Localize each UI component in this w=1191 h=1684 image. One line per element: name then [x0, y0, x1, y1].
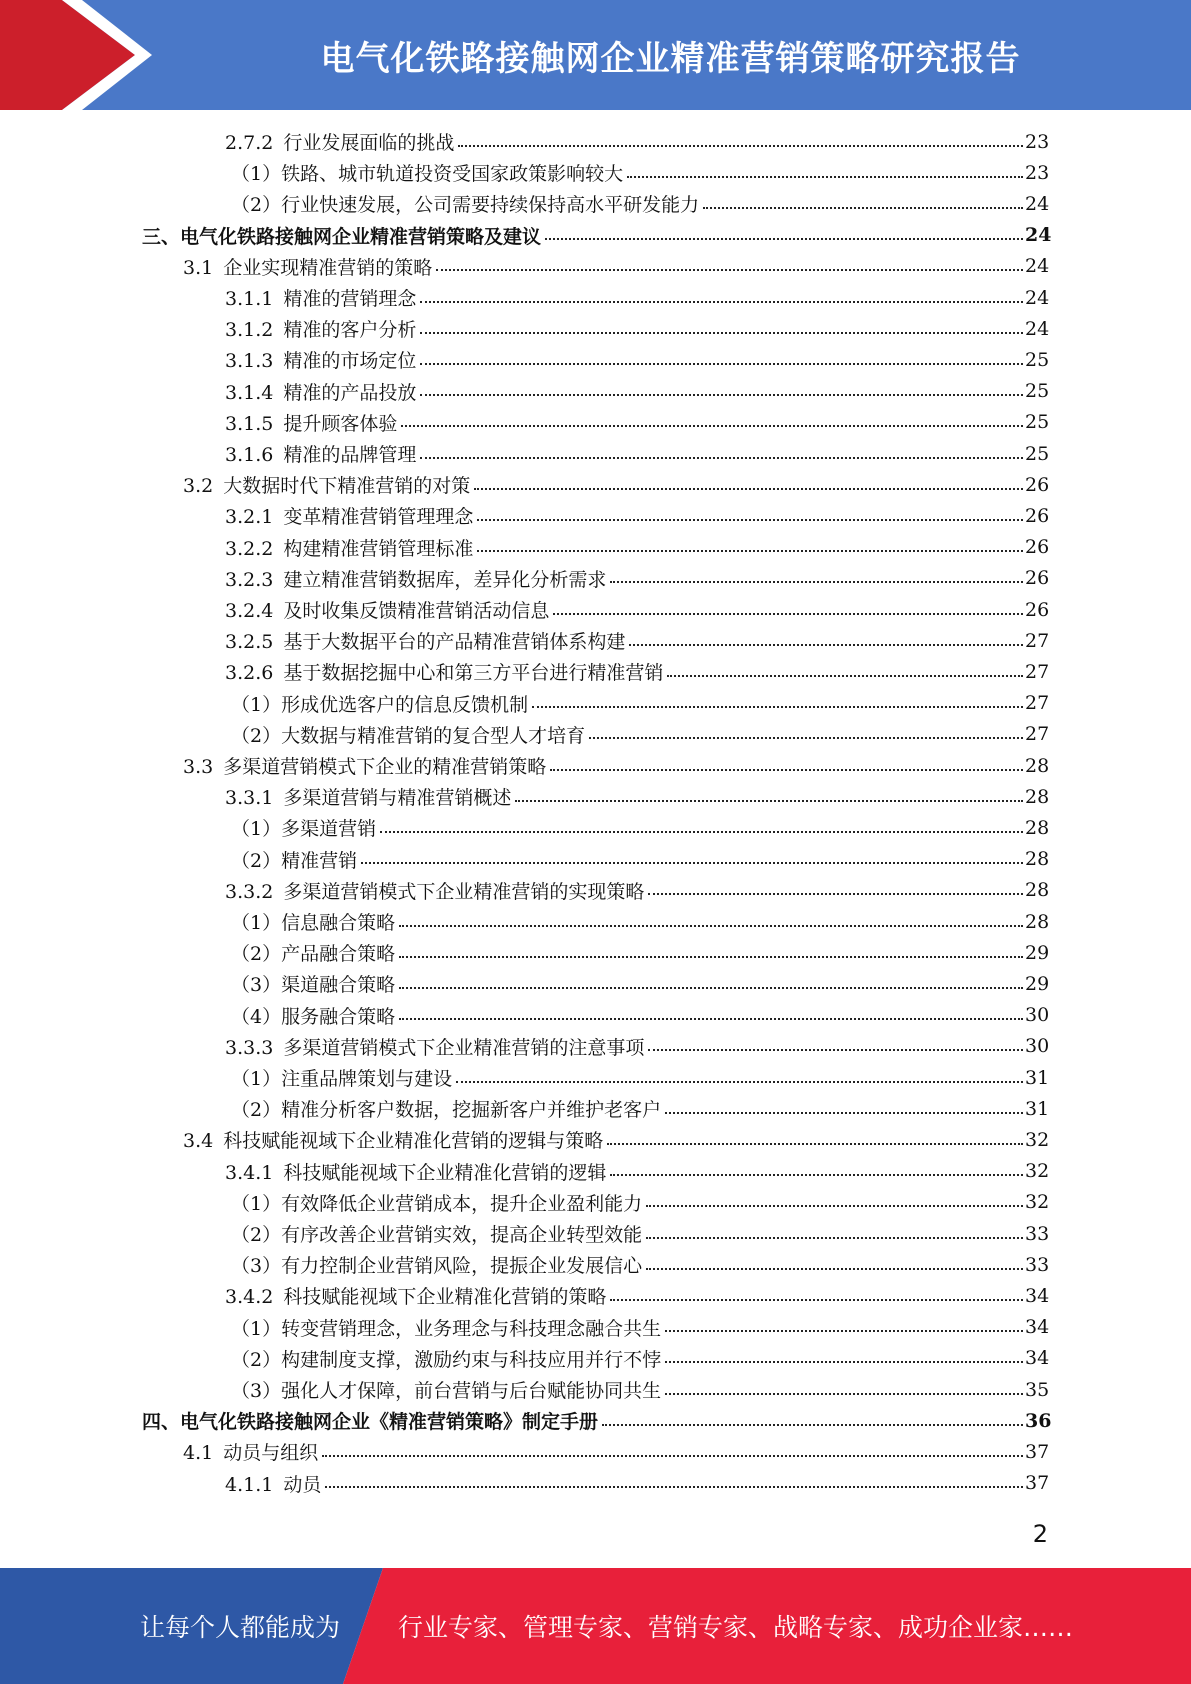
toc-entry-page: 24 [1025, 286, 1050, 309]
toc-entry[interactable] [0, 1218, 1191, 1249]
toc-entry-label [225, 596, 549, 623]
toc-entry-page: 37 [1025, 1472, 1050, 1495]
toc-entry-text: 电气化铁路接触网企业精准营销策略及建议 [180, 225, 542, 248]
toc-entry-page: 27 [1025, 660, 1050, 683]
toc-entry-page: 28 [1025, 848, 1050, 871]
toc-entry-number: （2） [231, 194, 282, 217]
toc-entry[interactable] [0, 812, 1191, 843]
toc-entry-text: 电气化铁路接触网企业《精准营销策略》制定手册 [180, 1411, 599, 1434]
toc-leader-dots [607, 1143, 1023, 1145]
toc-leader-dots [399, 1018, 1023, 1020]
toc-entry-page: 24 [1025, 255, 1050, 278]
toc-entry[interactable] [0, 1312, 1191, 1343]
toc-entry-number: 4.1 [183, 1442, 214, 1465]
toc-entry-number: 3.1.3 [225, 350, 274, 373]
toc-entry[interactable] [0, 313, 1191, 344]
toc-leader-dots [646, 1205, 1023, 1207]
toc-leader-dots [665, 1330, 1023, 1332]
toc-leader-dots [545, 238, 1023, 240]
toc-entry-text: 构建精准营销管理标准 [283, 537, 474, 560]
toc-entry[interactable] [0, 625, 1191, 656]
toc-entry-page: 31 [1025, 1097, 1050, 1120]
toc-entry-page: 31 [1025, 1066, 1050, 1089]
toc-entry-label [231, 1064, 452, 1091]
toc-leader-dots [648, 893, 1023, 895]
toc-entry-page: 24 [1025, 192, 1050, 215]
toc-entry-number: 3.3.2 [225, 880, 274, 903]
toc-entry-number: 3.2.4 [225, 600, 274, 622]
toc-entry-text: 精准的客户分析 [283, 319, 417, 342]
toc-entry-page: 29 [1025, 941, 1050, 964]
toc-entry-number: 3.2.6 [225, 662, 274, 685]
toc-entry-label [183, 471, 470, 498]
toc-entry-page: 26 [1025, 536, 1050, 559]
toc-leader-dots [458, 145, 1023, 147]
toc-leader-dots [456, 1081, 1023, 1083]
toc-entry-page: 27 [1025, 629, 1050, 652]
toc-entry[interactable] [0, 1000, 1191, 1031]
toc-entry-text: 强化人才保障，前台营销与后台赋能协同共生 [281, 1380, 662, 1402]
toc-entry-label [183, 752, 546, 779]
toc-entry[interactable] [0, 500, 1191, 531]
toc-leader-dots [399, 987, 1023, 989]
toc-leader-dots [420, 332, 1023, 334]
toc-entry-label [231, 1189, 642, 1216]
toc-entry-page: 28 [1025, 879, 1050, 902]
toc-entry-number: （4） [231, 1005, 282, 1028]
report-title: 电气化铁路接触网企业精准营销策略研究报告 [320, 38, 1021, 79]
toc-entry-text: 注重品牌策划与建设 [281, 1068, 453, 1090]
toc-entry-number: （1） [231, 818, 282, 841]
chevron-logo-icon [0, 0, 160, 110]
toc-entry-text: 大数据时代下精准营销的对策 [223, 475, 471, 498]
toc-leader-dots [380, 831, 1023, 833]
toc-entry-text: 渠道融合策略 [281, 974, 396, 997]
toc-entry-label [225, 128, 454, 155]
toc-entry[interactable] [0, 344, 1191, 375]
toc-entry-text: 精准营销 [281, 849, 358, 872]
toc-entry-page: 26 [1025, 473, 1050, 496]
toc-entry-text: 科技赋能视域下企业精准化营销的策略 [283, 1286, 607, 1309]
toc-entry-label [231, 846, 357, 873]
toc-entry-label [225, 315, 416, 342]
toc-entry-label [225, 534, 473, 561]
toc-entry-label [183, 1126, 603, 1153]
toc-entry[interactable] [0, 875, 1191, 906]
toc-entry-page: 30 [1025, 1004, 1050, 1027]
toc-entry-number: 3.2.1 [225, 506, 274, 529]
toc-entry[interactable] [0, 407, 1191, 438]
toc-entry-number: （3） [231, 1255, 282, 1278]
toc-entry-label [231, 970, 395, 997]
toc-entry-text: 多渠道营销模式下企业的精准营销策略 [223, 756, 547, 778]
toc-leader-dots [420, 394, 1023, 396]
toc-entry-label [225, 783, 511, 810]
toc-entry-label [225, 565, 606, 592]
toc-leader-dots [646, 1237, 1023, 1239]
toc-entry[interactable] [0, 781, 1191, 812]
toc-entry-number: 4.1.1 [225, 1473, 274, 1496]
toc-entry-text: 有力控制企业营销风险，提振企业发展信心 [281, 1255, 643, 1278]
toc-entry[interactable] [0, 126, 1191, 157]
toc-entry[interactable] [0, 188, 1191, 219]
toc-entry-page: 30 [1025, 1035, 1050, 1058]
toc-entry-number: （2） [231, 724, 282, 747]
toc-entry-page: 24 [1025, 224, 1052, 247]
toc-entry[interactable] [0, 688, 1191, 719]
toc-entry-label [225, 346, 416, 373]
toc-entry-number: 3.1.4 [225, 381, 274, 404]
toc-entry-label [231, 1095, 661, 1122]
toc-entry-number: 3.3.3 [225, 1036, 274, 1059]
toc-entry[interactable] [0, 1062, 1191, 1093]
toc-entry-number: （1） [231, 1068, 282, 1090]
toc-entry-label [225, 378, 416, 405]
toc-entry-page: 35 [1025, 1378, 1050, 1401]
toc-entry-text: 提升顾客体验 [283, 412, 398, 435]
toc-entry-page: 32 [1025, 1160, 1050, 1183]
toc-entry-text: 变革精准营销管理理念 [283, 506, 474, 529]
toc-leader-dots [665, 1112, 1023, 1114]
toc-entry[interactable] [0, 844, 1191, 875]
toc-entry-page: 25 [1025, 442, 1050, 465]
toc-entry-text: 精准分析客户数据，挖掘新客户并维护老客户 [281, 1099, 662, 1122]
toc-entry-number: （1） [231, 912, 282, 934]
toc-leader-dots [610, 581, 1023, 583]
toc-entry-text: 动员 [283, 1473, 322, 1496]
toc-entry-page: 37 [1025, 1440, 1050, 1463]
toc-entry[interactable] [0, 719, 1191, 750]
toc-entry-page: 33 [1025, 1253, 1050, 1276]
footer-banner [0, 1568, 1191, 1684]
toc-entry-number: （2） [231, 943, 282, 966]
toc-leader-dots [401, 425, 1023, 427]
toc-entry-label [225, 1470, 321, 1497]
toc-entry[interactable] [0, 906, 1191, 937]
toc-entry-text: 企业实现精准营销的策略 [223, 256, 433, 279]
toc-entry-label [225, 877, 644, 904]
toc-entry-text: 多渠道营销模式下企业精准营销的实现策略 [283, 880, 645, 903]
toc-entry-number: （2） [231, 1348, 282, 1371]
toc-entry[interactable] [0, 1187, 1191, 1218]
toc-entry-number: 3.1.1 [225, 288, 274, 310]
toc-entry[interactable] [0, 1280, 1191, 1311]
toc-entry-label [225, 409, 397, 436]
toc-entry-text: 有序改善企业营销实效，提高企业转型效能 [281, 1224, 643, 1246]
toc-leader-dots [553, 613, 1023, 615]
toc-entry-text: 铁路、城市轨道投资受国家政策影响较大 [281, 163, 624, 186]
toc-entry-text: 有效降低企业营销成本，提升企业盈利能力 [281, 1192, 643, 1215]
toc-entry-text: 信息融合策略 [281, 912, 396, 934]
toc-entry-label [231, 814, 376, 841]
toc-entry[interactable] [0, 656, 1191, 687]
toc-entry[interactable] [0, 1436, 1191, 1467]
toc-entry-page: 24 [1025, 317, 1050, 340]
toc-leader-dots [532, 706, 1023, 708]
toc-entry-page: 28 [1025, 754, 1050, 777]
toc-entry-text: 精准的营销理念 [283, 288, 417, 310]
toc-leader-dots [477, 519, 1023, 521]
toc-entry-page: 27 [1025, 692, 1050, 715]
toc-entry-text: 产品融合策略 [281, 943, 396, 966]
toc-entry[interactable] [0, 220, 1191, 251]
toc-entry-number: （1） [231, 163, 282, 186]
toc-entry[interactable] [0, 968, 1191, 999]
toc-leader-dots [474, 488, 1023, 490]
toc-entry-number: （1） [231, 1192, 282, 1215]
toc-entry[interactable] [0, 1249, 1191, 1280]
toc-entry-text: 及时收集反馈精准营销活动信息 [283, 600, 550, 622]
toc-entry-label [231, 1376, 661, 1403]
toc-entry[interactable] [0, 532, 1191, 563]
toc-leader-dots [420, 457, 1023, 459]
toc-entry[interactable] [0, 376, 1191, 407]
toc-entry-label [231, 908, 395, 935]
toc-entry-label [225, 658, 663, 685]
toc-entry[interactable] [0, 563, 1191, 594]
toc-entry-number: （2） [231, 849, 282, 872]
toc-entry[interactable] [0, 1343, 1191, 1374]
toc-entry[interactable] [0, 157, 1191, 188]
toc-leader-dots [420, 363, 1023, 365]
toc-leader-dots [550, 769, 1023, 771]
toc-entry-label [231, 1314, 661, 1341]
toc-entry-text: 基于数据挖掘中心和第三方平台进行精准营销 [283, 662, 664, 685]
toc-entry-number: 3.4.1 [225, 1161, 274, 1184]
toc-entry[interactable] [0, 937, 1191, 968]
toc-entry-page: 34 [1025, 1316, 1050, 1339]
toc-entry-page: 26 [1025, 567, 1050, 590]
toc-entry-page: 28 [1025, 910, 1050, 933]
toc-entry[interactable] [0, 750, 1191, 781]
toc-entry-page: 32 [1025, 1128, 1050, 1151]
toc-entry-text: 精准的品牌管理 [283, 444, 417, 466]
toc-entry-page: 23 [1025, 130, 1050, 153]
toc-entry[interactable] [0, 282, 1191, 313]
toc-entry-page: 25 [1025, 380, 1050, 403]
toc-entry-label [231, 1251, 642, 1278]
toc-entry-label [225, 284, 416, 311]
toc-entry-label [231, 690, 528, 717]
toc-leader-dots [703, 207, 1023, 209]
toc-entry-text: 科技赋能视域下企业精准化营销的逻辑与策略 [223, 1130, 604, 1153]
toc-entry[interactable] [0, 1374, 1191, 1405]
toc-entry-number: （2） [231, 1099, 282, 1122]
toc-entry-label [225, 440, 416, 467]
toc-entry-label [231, 159, 623, 186]
toc-entry[interactable] [0, 1468, 1191, 1499]
toc-leader-dots [667, 675, 1023, 677]
toc-entry-number: 2.7.2 [225, 132, 274, 154]
toc-entry-text: 多渠道营销与精准营销概述 [283, 787, 512, 810]
toc-leader-dots [602, 1424, 1023, 1426]
toc-leader-dots [325, 1486, 1023, 1488]
toc-entry[interactable] [0, 251, 1191, 282]
toc-entry-label [142, 222, 541, 249]
toc-entry-number: 3.4 [183, 1130, 214, 1153]
toc-entry-number: 三、 [142, 225, 181, 248]
toc-entry-page: 36 [1025, 1409, 1052, 1432]
toc-entry-number: （1） [231, 693, 282, 716]
toc-leader-dots [589, 737, 1023, 739]
toc-entry-label [183, 1438, 318, 1465]
toc-entry-number: 3.1.5 [225, 412, 274, 435]
toc-leader-dots [627, 176, 1023, 178]
toc-entry-number: 3.3.1 [225, 787, 274, 810]
toc-entry-number: 3.2.5 [225, 631, 274, 654]
toc-entry-text: 多渠道营销 [281, 818, 377, 841]
toc-leader-dots [420, 301, 1023, 303]
toc-entry[interactable] [0, 1124, 1191, 1155]
toc-entry-label [225, 627, 625, 654]
toc-entry-number: 3.3 [183, 756, 214, 778]
toc-entry-page: 32 [1025, 1191, 1050, 1214]
toc-entry-number: （1） [231, 1317, 282, 1340]
toc-entry-text: 行业快速发展，公司需要持续保持高水平研发能力 [281, 194, 700, 217]
toc-entry-label [231, 721, 585, 748]
toc-entry[interactable] [0, 1031, 1191, 1062]
toc-entry-page: 28 [1025, 785, 1050, 808]
toc-leader-dots [610, 1299, 1023, 1301]
toc-entry-label [225, 1158, 606, 1185]
toc-entry-page: 27 [1025, 723, 1050, 746]
toc-entry-number: （3） [231, 1380, 282, 1402]
toc-entry-label [231, 1220, 642, 1247]
toc-entry-number: 3.2.3 [225, 568, 274, 591]
toc-entry-page: 33 [1025, 1222, 1050, 1245]
toc-leader-dots [515, 800, 1023, 802]
toc-entry-page: 34 [1025, 1284, 1050, 1307]
toc-entry-label [225, 1033, 644, 1060]
toc-leader-dots [610, 1174, 1023, 1176]
toc-entry-label [183, 253, 432, 280]
toc-entry[interactable] [0, 1156, 1191, 1187]
toc-entry-page: 26 [1025, 598, 1050, 621]
toc-entry-number: 3.1.6 [225, 444, 274, 466]
header-banner [0, 0, 1191, 110]
toc-entry-label [225, 1282, 606, 1309]
footer-slogan-left: 让每个人都能成为 [140, 1613, 341, 1642]
toc-leader-dots [665, 1393, 1023, 1395]
toc-leader-dots [629, 644, 1023, 646]
toc-entry[interactable] [0, 594, 1191, 625]
toc-entry-number: （2） [231, 1224, 282, 1246]
toc-leader-dots [646, 1268, 1023, 1270]
toc-entry-number: 3.1.2 [225, 319, 274, 342]
toc-entry-text: 精准的产品投放 [283, 381, 417, 404]
toc-leader-dots [436, 269, 1023, 271]
toc-entry-text: 形成优选客户的信息反馈机制 [281, 693, 529, 716]
page-number: 2 [1032, 1520, 1048, 1548]
toc-entry-label [231, 1002, 395, 1029]
toc-entry[interactable] [0, 1405, 1191, 1436]
toc-entry-text: 大数据与精准营销的复合型人才培育 [281, 724, 586, 747]
toc-entry-page: 28 [1025, 816, 1050, 839]
toc-entry-number: 3.4.2 [225, 1286, 274, 1309]
toc-leader-dots [648, 1049, 1023, 1051]
toc-entry-page: 26 [1025, 504, 1050, 527]
toc-entry-label [142, 1407, 598, 1434]
toc-entry-text: 转变营销理念，业务理念与科技理念融合共生 [281, 1317, 662, 1340]
toc-entry[interactable] [0, 1093, 1191, 1124]
toc-entry-label [225, 502, 473, 529]
toc-entry-number: （3） [231, 974, 282, 997]
toc-entry[interactable] [0, 469, 1191, 500]
toc-leader-dots [665, 1361, 1023, 1363]
toc-entry-label [231, 190, 699, 217]
toc-entry-page: 25 [1025, 348, 1050, 371]
toc-entry-page: 25 [1025, 411, 1050, 434]
toc-entry-text: 科技赋能视域下企业精准化营销的逻辑 [283, 1161, 607, 1184]
toc-entry-text: 动员与组织 [223, 1442, 319, 1465]
toc-entry-text: 构建制度支撑，激励约束与科技应用并行不悖 [281, 1348, 662, 1371]
toc-entry-text: 多渠道营销模式下企业精准营销的注意事项 [283, 1036, 645, 1059]
toc-entry-number: 3.2.2 [225, 537, 274, 560]
toc-leader-dots [361, 862, 1023, 864]
toc-entry-text: 行业发展面临的挑战 [283, 132, 455, 154]
toc-entry-label [231, 1345, 661, 1372]
footer-slogan-right: 行业专家、管理专家、营销专家、战略专家、成功企业家…… [398, 1613, 1074, 1642]
toc-entry-number: 3.1 [183, 256, 214, 279]
toc-entry-text: 精准的市场定位 [283, 350, 417, 373]
toc-entry-page: 23 [1025, 161, 1050, 184]
toc-leader-dots [399, 925, 1023, 927]
toc-entry-text: 服务融合策略 [281, 1005, 396, 1028]
toc-entry-text: 基于大数据平台的产品精准营销体系构建 [283, 631, 626, 654]
toc-entry-page: 34 [1025, 1347, 1050, 1370]
toc-entry-text: 建立精准营销数据库，差异化分析需求 [283, 568, 607, 591]
toc-entry-number: 3.2 [183, 475, 214, 498]
toc-leader-dots [477, 550, 1023, 552]
toc-leader-dots [399, 956, 1023, 958]
toc-entry-number: 四、 [142, 1411, 181, 1434]
toc-entry-label [231, 939, 395, 966]
toc-leader-dots [322, 1455, 1023, 1457]
toc-entry[interactable] [0, 438, 1191, 469]
toc-entry-page: 29 [1025, 972, 1050, 995]
